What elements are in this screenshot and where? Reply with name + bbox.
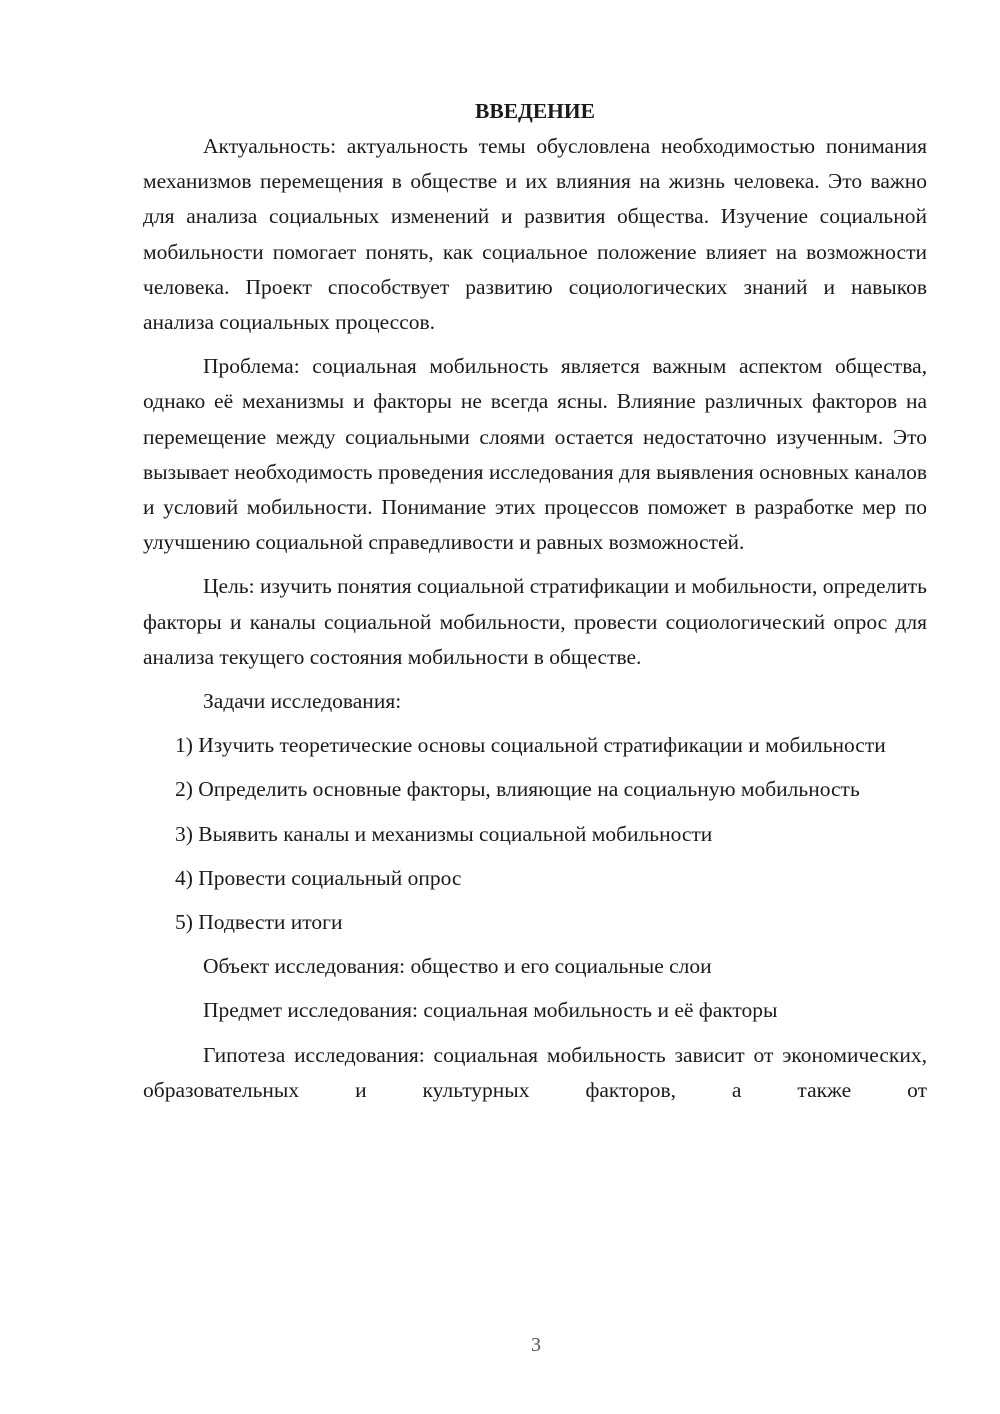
task-item: 5) Подвести итоги <box>175 910 343 935</box>
paragraph-subject: Предмет исследования: социальная мобильность и её факторы <box>203 998 778 1023</box>
paragraph-tasks-heading: Задачи исследования: <box>203 689 402 714</box>
document-body <box>143 96 927 1117</box>
task-item: 2) Определить основные факторы, влияющие на социальную мобильность <box>175 777 860 802</box>
paragraph-problem: Проблема: социальная мобильность является важным аспектом общества, однако её механизмы и факторы не всегда ясны. Влияние различных факторов на перемещение между социальными слоями остается недостаточно изученным. Это вызывает необходимость проведения исследования для выявления основных каналов и условий мобильности. Понимание этих процессов поможет в разработке мер по улучшению социальной справедливости и равных возможностей. <box>143 354 927 555</box>
paragraph-hypothesis: Гипотеза исследования: социальная мобильность зависит от экономических, образовательных и культурных факторов, а также от <box>143 1042 927 1102</box>
paragraph-relevance: Актуальность: актуальность темы обусловлена необходимостью понимания механизмов перемещения в обществе и их влияния на жизнь человека. Это важно для анализа социальных изменений и развития общества. Изучение социальной мобильности помогает понять, как социальное положение влияет на возможности человека. Проект способствует развитию социологических знаний и навыков анализа социальных процессов. <box>143 134 927 335</box>
task-item: 1) Изучить теоретические основы социальной стратификации и мобильности <box>175 733 886 758</box>
paragraph-goal: Цель: изучить понятия социальной стратификации и мобильности, определить факторы и каналы социальной мобильности, провести социологический опрос для анализа текущего состояния мобильности в обществе. <box>143 574 927 669</box>
task-item: 4) Провести социальный опрос <box>175 865 462 890</box>
task-item: 3) Выявить каналы и механизмы социальной мобильности <box>175 821 713 846</box>
page-number: 3 <box>531 1334 541 1356</box>
paragraph-object: Объект исследования: общество и его социальные слои <box>203 954 712 979</box>
section-title: ВВЕДЕНИЕ <box>475 99 595 123</box>
